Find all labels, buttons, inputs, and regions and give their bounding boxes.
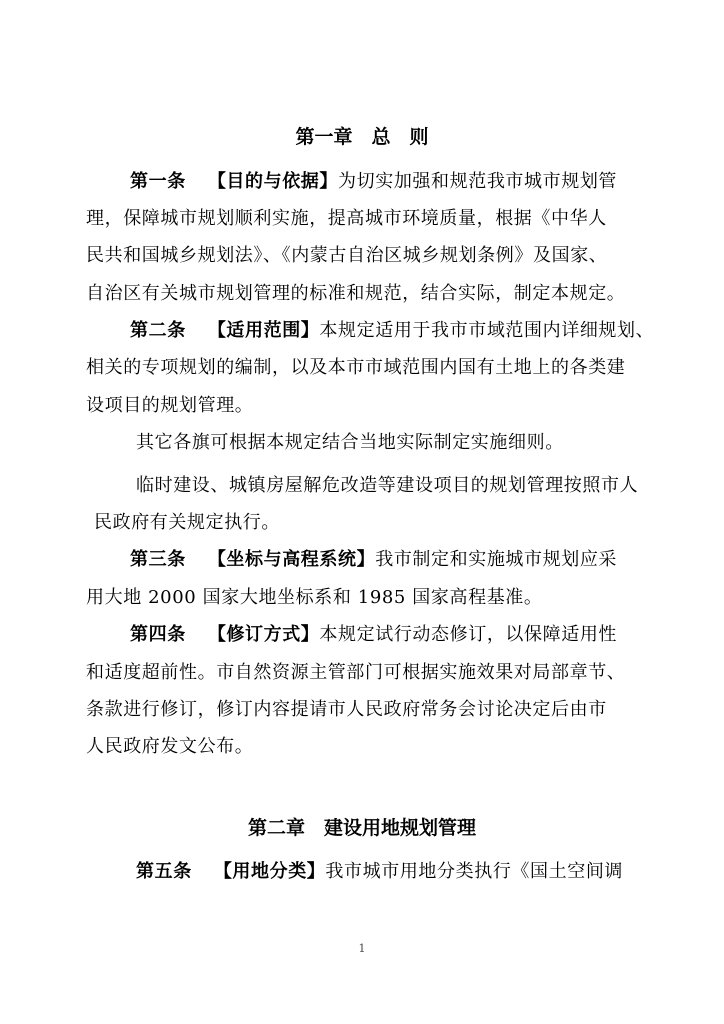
article-5-label: 第五条 bbox=[136, 861, 192, 882]
article-3-text-1: 我市制定和实施城市规划应采 bbox=[375, 549, 618, 570]
article-4-text-4: 人民政府发文公布。 bbox=[86, 736, 254, 757]
article-1-label: 第一条 bbox=[130, 171, 186, 192]
article-1-text-1: 为切实加强和规范我市城市规划管 bbox=[338, 171, 618, 192]
article-1-text-4: 自治区有关城市规划管理的标准和规范，结合实际，制定本规定。 bbox=[86, 283, 626, 304]
article-2-heading: 【适用范围】 bbox=[207, 320, 320, 341]
article-2-label: 第二条 bbox=[130, 320, 186, 341]
article-4-heading: 【修订方式】 bbox=[207, 624, 320, 645]
article-4-label: 第四条 bbox=[130, 624, 186, 645]
article-1-text-3: 民共和国城乡规划法》、《内蒙古自治区城乡规划条例》及国家、 bbox=[86, 245, 608, 266]
article-4-text-2: 和适度超前性。市自然资源主管部门可根据实施效果对局部章节、 bbox=[86, 662, 626, 683]
article-3-label: 第三条 bbox=[130, 549, 186, 570]
article-2-paragraph-3-line-1: 临时建设、城镇房屋解危改造等建设项目的规划管理按照市人 bbox=[136, 475, 639, 496]
article-2-text-3: 设项目的规划管理。 bbox=[86, 395, 254, 416]
article-2-first-line bbox=[86, 319, 690, 343]
article-5-text-1: 我市城市用地分类执行《国土空间调 bbox=[325, 861, 624, 882]
article-1-first-line bbox=[86, 170, 690, 194]
article-2-text-1: 本规定适用于我市市域范围内详细规划、 bbox=[319, 320, 655, 341]
page-number: 1 bbox=[358, 942, 366, 955]
chapter-1-title: 第一章 总 则 bbox=[295, 126, 429, 148]
article-4-text-1: 本规定试行动态修订，以保障适用性 bbox=[319, 624, 618, 645]
article-2-paragraph-2: 其它各旗可根据本规定结合当地实际制定实施细则。 bbox=[136, 432, 564, 453]
article-2-text-2: 相关的专项规划的编制，以及本市市域范围内国有土地上的各类建 bbox=[86, 357, 626, 378]
article-4-first-line bbox=[86, 623, 690, 647]
article-3-heading: 【坐标与高程系统】 bbox=[207, 549, 376, 570]
article-2-paragraph-3-line-2: 民政府有关规定执行。 bbox=[94, 512, 280, 533]
article-5-first-line bbox=[86, 860, 696, 884]
article-1-heading: 【目的与依据】 bbox=[207, 171, 339, 192]
article-3-first-line bbox=[86, 548, 690, 572]
article-4-text-3: 条款进行修订，修订内容提请市人民政府常务会讨论决定后由市 bbox=[86, 699, 607, 720]
article-1-text-2: 理，保障城市规划顺利实施，提高城市环境质量，根据《中华人 bbox=[86, 208, 607, 229]
article-5-heading: 【用地分类】 bbox=[213, 861, 326, 882]
article-3-text-2: 用大地 2000 国家大地坐标系和 1985 国家高程基准。 bbox=[86, 587, 543, 608]
chapter-2-title: 第二章 建设用地规划管理 bbox=[247, 817, 476, 839]
